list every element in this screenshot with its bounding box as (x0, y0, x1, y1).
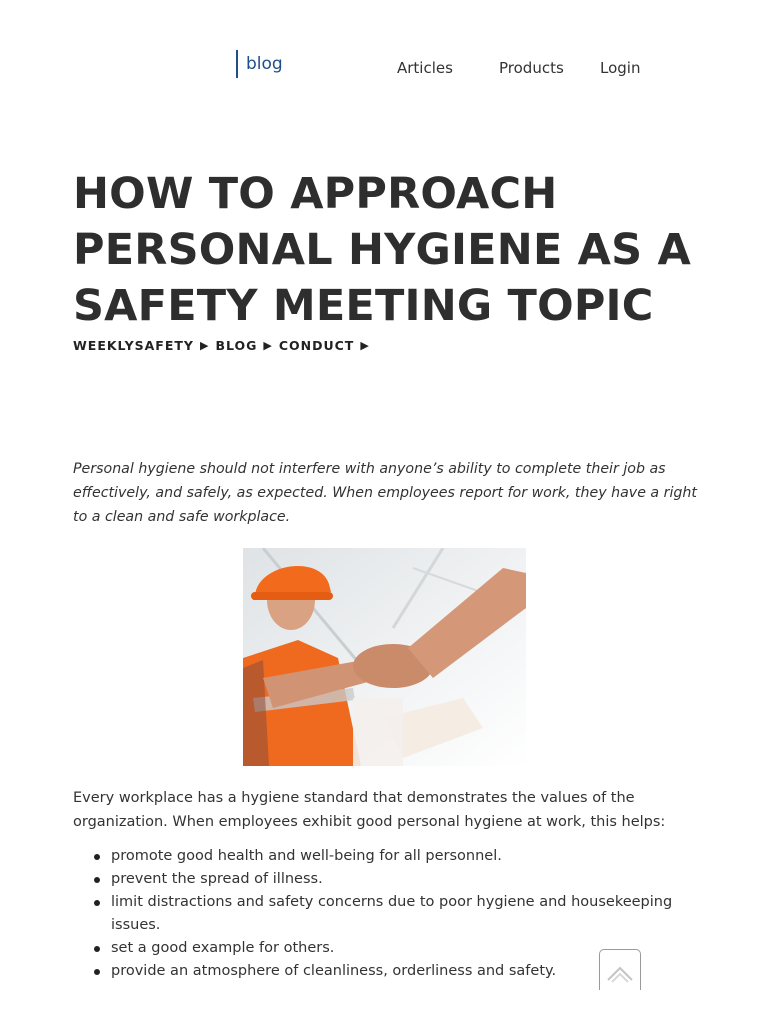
list-item: provide an atmosphere of cleanliness, orderliness and safety. (73, 960, 673, 983)
site-header (0, 0, 768, 110)
breadcrumb-weeklysafety[interactable]: WEEKLYSAFETY (73, 338, 194, 353)
hero-image-handshake (243, 548, 526, 766)
breadcrumb-conduct[interactable]: CONDUCT (278, 338, 355, 353)
nav-articles[interactable]: Articles (397, 59, 453, 77)
chevron-up-icon (600, 950, 640, 990)
article-intro: Personal hygiene should not interfere with anyone’s ability to complete their job as effectively, and safely, as expected. When employees report for work, they have a right to a clean and safe workplace. (73, 461, 697, 525)
list-item: promote good health and well-being for all personnel. (73, 845, 673, 868)
list-item: limit distractions and safety concerns due to poor hygiene and housekeeping issues. (73, 891, 673, 937)
breadcrumb (73, 338, 376, 353)
breadcrumb-blog[interactable]: BLOG (215, 338, 258, 353)
brand-divider (236, 50, 238, 78)
triangle-right-icon: ▶ (199, 339, 210, 352)
handshake-illustration (243, 548, 526, 766)
triangle-right-icon: ▶ (360, 339, 370, 352)
nav-products[interactable]: Products (499, 59, 564, 77)
brand-link[interactable]: blog (246, 54, 283, 74)
article-paragraph: Every workplace has a hygiene standard that demonstrates the values of the organization. When employees exhibit good personal hygiene at work, this helps: (73, 790, 666, 830)
triangle-right-icon: ▶ (263, 339, 273, 352)
list-item: prevent the spread of illness. (73, 868, 673, 891)
page-title: HOW TO APPROACH PERSONAL HYGIENE AS A SAFETY MEETING TOPIC (73, 169, 691, 331)
scroll-to-top-button[interactable] (599, 949, 641, 990)
list-item: set a good example for others. (73, 937, 673, 960)
benefits-list (73, 845, 673, 983)
nav-login[interactable]: Login (600, 59, 641, 77)
